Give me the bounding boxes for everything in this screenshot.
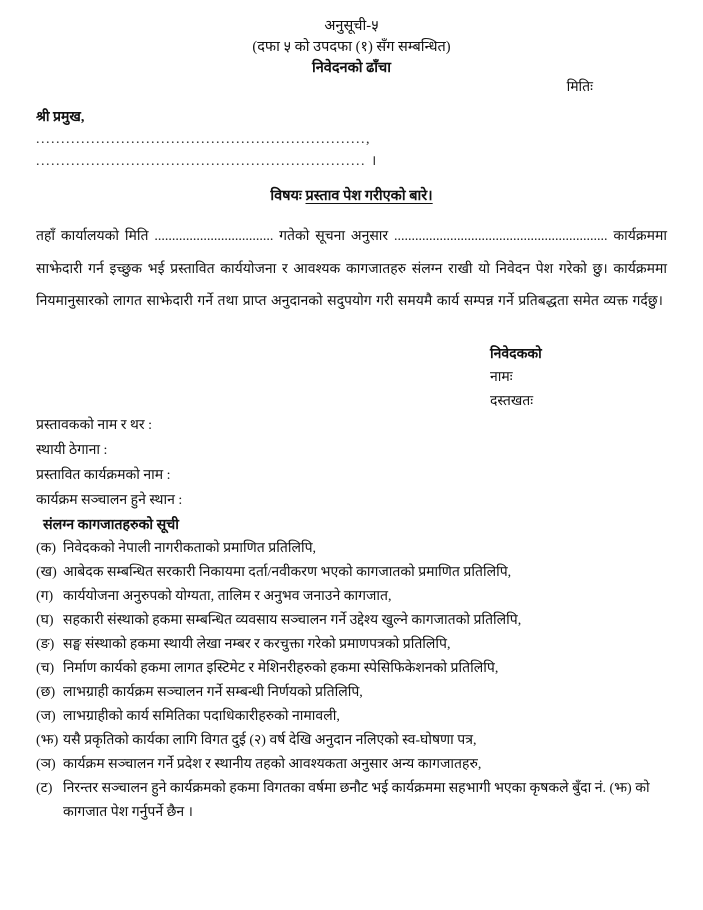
list-item xyxy=(36,705,667,729)
list-item-text: लाभग्राही कार्यक्रम सञ्चालन गर्ने सम्बन्धी निर्णयको प्रतिलिपि, xyxy=(63,685,363,700)
list-item-text: निरन्तर सञ्चालन हुने कार्यक्रमको हकमा विगतका वर्षमा छनौट भई कार्यक्रममा सहभागी भएका कृषकले बुँदा नं. (झ) को कागजात पेश गर्नुपर्ने छैन । xyxy=(63,781,650,820)
list-item-text: आबेदक सम्बन्धित सरकारी निकायमा दर्ता/नवीकरण भएको कागजातको प्रमाणित प्रतिलिपि, xyxy=(63,565,512,580)
list-item xyxy=(36,537,667,561)
list-item xyxy=(36,657,667,681)
list-item xyxy=(36,633,667,657)
list-item-text: निर्माण कार्यको हकमा लागत इस्टिमेट र मेशिनरीहरुको हकमा स्पेसिफिकेशनको प्रतिलिपि, xyxy=(63,661,499,676)
list-item xyxy=(36,585,667,609)
field-label: स्थायी ठेगाना : xyxy=(36,443,108,458)
address-line-2: .................................................................. । xyxy=(36,154,378,169)
list-item-marker: (ञ) xyxy=(36,757,56,772)
attachments-heading: संलग्न कागजातहरुको सूची xyxy=(43,517,179,533)
list-item-marker: (ट) xyxy=(36,781,53,796)
subject-prefix: विषयः xyxy=(270,188,306,204)
section-reference: (दफा ५ को उपदफा (१) सँग सम्बन्धित) xyxy=(252,39,451,55)
list-item-marker: (क) xyxy=(36,541,57,556)
field-label: कार्यक्रम सञ्चालन हुने स्थान : xyxy=(36,493,183,508)
date-label: मितिः xyxy=(566,80,593,95)
applicant-signature-label: दस्तखतः xyxy=(490,393,534,409)
applicant-name-label: नामः xyxy=(490,370,513,385)
subject-text: प्रस्ताव पेश गरीएको बारे। xyxy=(305,188,433,204)
list-item-marker: (छ) xyxy=(36,685,56,700)
list-item-text: सहकारी संस्थाको हकमा सम्बन्धित व्यवसाय सञ्चालन गर्ने उद्देश्य खुल्ने कागजातको प्रतिलिपि, xyxy=(63,613,522,628)
salutation: श्री प्रमुख, xyxy=(36,110,85,125)
list-item-marker: (ङ) xyxy=(36,637,55,652)
attachments-list xyxy=(36,537,667,825)
schedule-title: अनुसूची-५ xyxy=(324,18,379,34)
list-item-text: निवेदकको नेपाली नागरीकताको प्रमाणित प्रतिलिपि, xyxy=(63,541,317,556)
applicant-heading: निवेदकको xyxy=(490,346,542,362)
list-item-marker: (घ) xyxy=(36,613,54,628)
list-item-marker: (झ) xyxy=(36,733,59,748)
field-label: प्रस्तावकको नाम र थर : xyxy=(36,418,152,433)
address-line-1: .................................................................., xyxy=(36,132,371,147)
field-label: प्रस्तावित कार्यक्रमको नाम : xyxy=(36,468,171,483)
subject-line xyxy=(36,185,667,207)
form-fields xyxy=(36,413,667,513)
list-item-text: लाभग्राहीको कार्य समितिका पदाधिकारीहरुको नामावली, xyxy=(63,709,340,724)
list-item-marker: (ग) xyxy=(36,589,54,604)
list-item-marker: (ज) xyxy=(36,709,56,724)
body-paragraph: तहाँ कार्यालयको मिति .................................. गतेको सूचना अनुसार ............................................................. कार्यक्रममा साझेदारी गर्न इच्छुक भई प्रस्तावित कार्ययोजना र आवश्यक कागजातहरु संलग्न राखी यो निवेदन पेश गरेको छु। कार्यक्रममा नियमानुसारको लागत साझेदारी गर्ने तथा प्राप्त अनुदानको सदुपयोग गरी समयमै कार्य सम्पन्न गर्ने प्रतिबद्धता समेत व्यक्त गर्दछु। xyxy=(36,229,667,309)
list-item xyxy=(36,729,667,753)
list-item-text: कार्ययोजना अनुरुपको योग्यता, तालिम र अनुभव जनाउने कागजात, xyxy=(63,589,392,604)
list-item xyxy=(36,777,667,825)
form-title: निवेदनको ढाँचा xyxy=(311,60,391,76)
list-item xyxy=(36,561,667,585)
list-item xyxy=(36,609,667,633)
list-item xyxy=(36,753,667,777)
list-item xyxy=(36,681,667,705)
applicant-block xyxy=(490,343,667,414)
list-item-marker: (च) xyxy=(36,661,55,676)
list-item-text: यसै प्रकृतिको कार्यका लागि विगत दुई (२) वर्ष देखि अनुदान नलिएको स्व-घोषणा पत्र, xyxy=(63,733,477,748)
list-item-text: सङ्घ संस्थाको हकमा स्थायी लेखा नम्बर र करचुक्ता गरेको प्रमाणपत्रको प्रतिलिपि, xyxy=(63,637,451,652)
list-item-text: कार्यक्रम सञ्चालन गर्ने प्रदेश र स्थानीय तहको आवश्यकता अनुसार अन्य कागजातहरु, xyxy=(63,757,482,772)
list-item-marker: (ख) xyxy=(36,565,57,580)
document-header xyxy=(36,16,667,79)
